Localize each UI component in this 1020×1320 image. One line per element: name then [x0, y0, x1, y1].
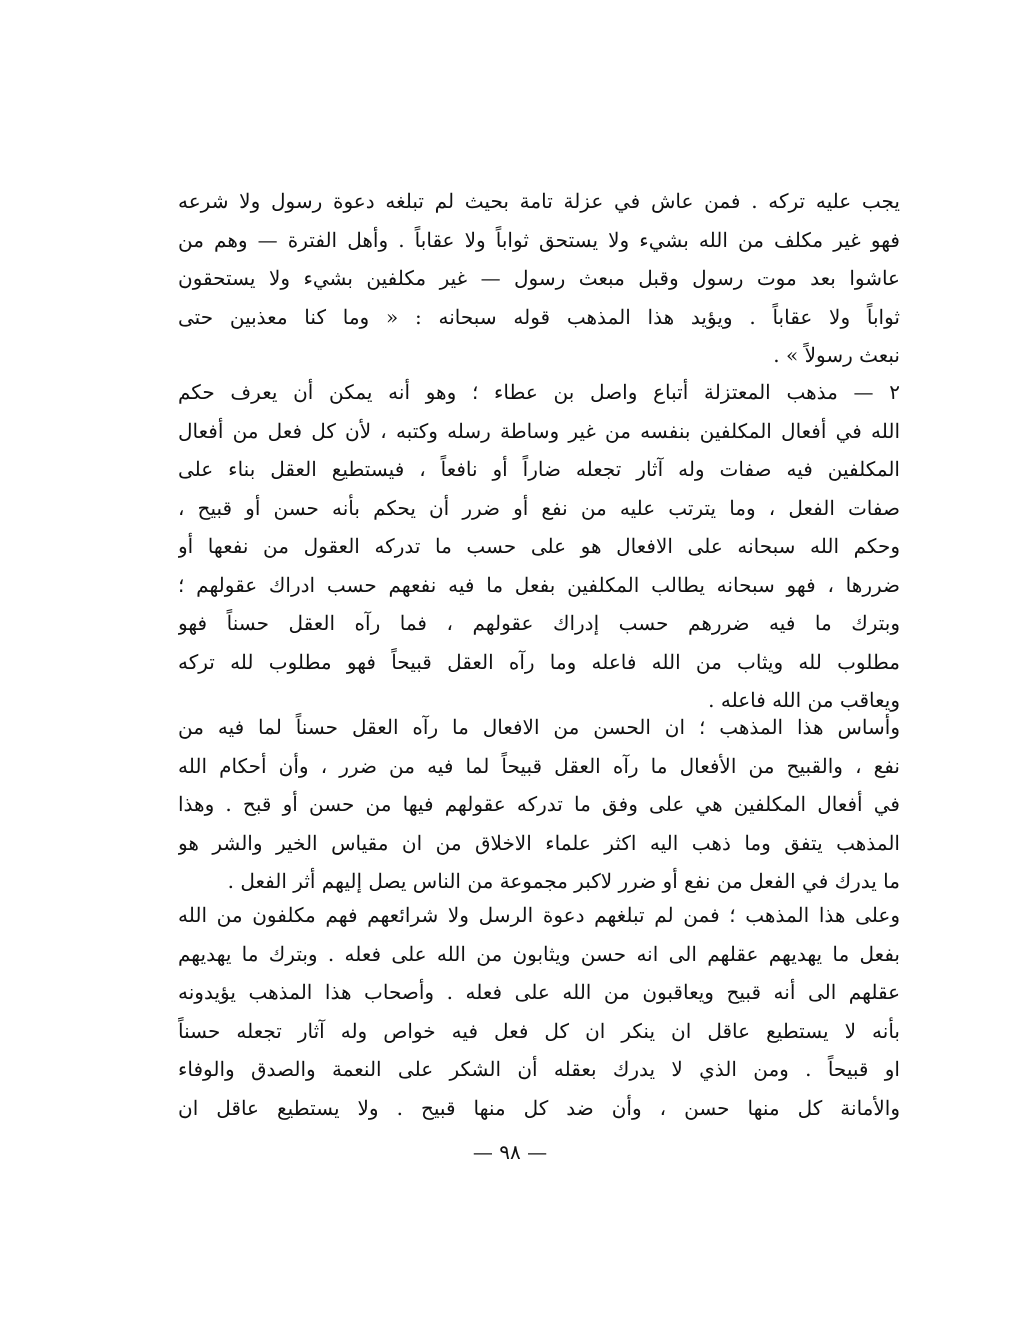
text-line: ضررها ، فهو سبحانه يطالب المكلفين بفعل ما فيه نفعهم حسب ادراك عقولهم ؛: [178, 572, 900, 597]
text-line: عقلهم الى أنه قبيح ويعاقبون من الله على فعله . وأصحاب هذا المذهب يؤيدونه: [178, 980, 900, 1004]
text-line: فهو غير مكلف من الله بشيء ولا يستحق ثواباً ولا عقاباً . وأهل الفترة — وهم من: [178, 227, 900, 252]
text-line: وعلى هذا المذهب ؛ فمن لم تبلغهم دعوة الرسل ولا شرائعهم فهم مكلفون من الله: [178, 903, 900, 927]
text-line: والأمانة كل منها حسن ، وأن ضد كل منها قبيح . ولا يستطيع عاقل ان: [178, 1095, 900, 1120]
text-line: او قبيحاً . ومن الذي لا يدرك بعقله أن الشكر على النعمة والصدق والوفاء: [178, 1057, 900, 1081]
text-line: المذهب يتفق وما ذهب اليه اكثر علماء الاخلاق من ان مقياس الخير والشر هو: [178, 830, 900, 855]
text-line: نفع ، والقبيح من الأفعال ما رآه العقل قبيحاً لما فيه من ضرر ، وأن أحكام الله: [178, 753, 900, 778]
text-line: بفعل ما يهديهم عقلهم الى انه حسن ويثابون من الله على فعله . وبترك ما يهديهم: [178, 941, 900, 966]
text-line: المكلفين فيه صفات وله آثار تجعله ضاراً أو نافعاً ، فيستطيع العقل بناء على: [178, 457, 900, 481]
text-line: عاشوا بعد موت رسول وقبل مبعث رسول — غير مكلفين بشيء ولا يستحقون: [178, 266, 900, 290]
text-line: يجب عليه تركه . فمن عاش في عزلة تامة بحيث لم تبلغه دعوة رسول ولا شرعه: [178, 189, 900, 213]
text-line: وأساس هذا المذهب ؛ ان الحسن من الافعال ما رآه العقل حسناً لما فيه من: [178, 715, 900, 739]
text-line: وبترك ما فيه ضررهم حسب إدراك عقولهم ، فما رآه العقل حسناً فهو: [178, 611, 900, 635]
paragraph-2: [178, 373, 900, 720]
text-line: في أفعال المكلفين هي على وفق ما تدركه عقولهم فيها من حسن أو قبح . وهذا: [178, 792, 900, 816]
text-line: بأنه لا يستطيع عاقل ان ينكر ان كل فعل فيه خواص وله آثار تجعله حسناً: [178, 1018, 900, 1043]
paragraph-1: [178, 182, 900, 375]
text-line: الله في أفعال المكلفين بنفسه من غير وساطة رسله وكتبه ، لأن كل فعل من أفعال: [178, 418, 900, 443]
paragraph-4: [178, 896, 900, 1127]
text-line: ويعاقب من الله فاعله .: [708, 688, 900, 712]
text-line: ما يدرك في الفعل من نفع أو ضرر لاكبر مجموعة من الناس يصل إليهم أثر الفعل .: [227, 869, 900, 893]
paragraph-3: [178, 708, 900, 901]
text-line: ثواباً ولا عقاباً . ويؤيد هذا المذهب قوله سبحانه : « وما كنا معذبين حتى: [178, 304, 900, 329]
text-line: وحكم الله سبحانه على الافعال هو على حسب ما تدركه العقول من نفعها أو: [178, 534, 900, 558]
text-line: ٢ — مذهب المعتزلة أتباع واصل بن عطاء ؛ وهو أنه يمكن أن يعرف حكم: [178, 380, 900, 404]
text-line: نبعث رسولاً » .: [773, 343, 900, 367]
text-line: صفات الفعل ، وما يترتب عليه من نفع أو ضرر أن يحكم بأنه حسن أو قبيح ،: [178, 495, 900, 520]
text-line: مطلوب لله ويثاب من الله فاعله وما رآه العقل قبيحاً فهو مطلوب لله تركه: [178, 649, 900, 674]
page-number: — ٩٨ —: [472, 1140, 548, 1164]
